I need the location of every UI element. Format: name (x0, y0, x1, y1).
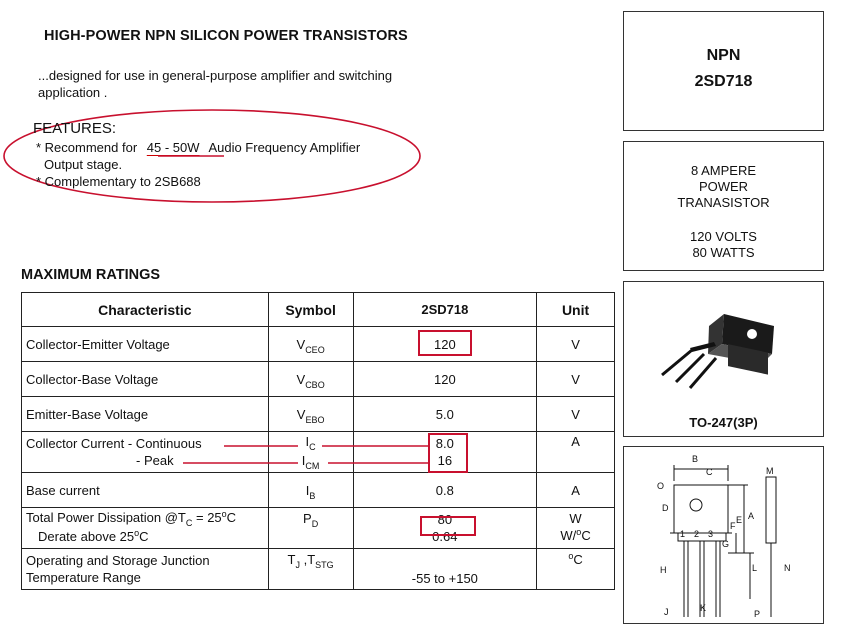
row-unit: V (537, 362, 615, 397)
header-part: 2SD718 (353, 293, 537, 327)
row-characteristic: Collector-Emitter Voltage (22, 327, 269, 362)
header-unit: Unit (537, 293, 615, 327)
row-characteristic: Collector Current - Continuous - Peak (22, 432, 269, 473)
package-name: TO-247(3P) (689, 415, 758, 430)
feature-1-suffix: Audio Frequency Amplifier (208, 140, 361, 155)
row-characteristic: Total Power Dissipation $@T_C = 25^oC$ Derate above 25$^o$C (22, 508, 269, 549)
row-unit: A (537, 473, 615, 508)
rating-line: POWER (698, 179, 749, 194)
dim-label: 3 (708, 529, 714, 539)
rating-summary-box (623, 141, 824, 271)
feature-1-power-range: 45 - 50W (146, 140, 200, 155)
dim-label: P (754, 609, 761, 619)
row-characteristic: Base current (22, 473, 269, 508)
row-unit: V (537, 327, 615, 362)
dim-label: M (766, 466, 774, 476)
row-unit: A (537, 432, 615, 473)
row-symbol: $V_{CBO}$ (268, 362, 353, 397)
dim-label: A (748, 511, 755, 521)
description-line-2: application . (38, 85, 108, 100)
dim-label: G (722, 539, 730, 549)
rating-line: TRANASISTOR (677, 195, 770, 210)
max-ratings-heading: MAXIMUM RATINGS (21, 267, 161, 283)
feature-1-line-2: Output stage. (44, 157, 123, 172)
row-unit: $^o$C (537, 549, 615, 590)
description-line-1: ...designed for use in general-purpose amplifier and switching (38, 68, 393, 83)
dim-label: 1 (680, 529, 686, 539)
row-value: 5.0 (353, 397, 537, 432)
row-value: 0.8 (353, 473, 537, 508)
dim-label: B (692, 454, 699, 464)
row-symbol: $V_{EBO}$ (268, 397, 353, 432)
rating-line: 8 AMPERE (690, 163, 757, 178)
row-unit: W W/$^o$C (537, 508, 615, 549)
header-symbol: Symbol (268, 293, 353, 327)
row-value: 120 (353, 362, 537, 397)
dim-label: L (752, 563, 758, 573)
dim-label: H (660, 565, 667, 575)
rating-line: 120 VOLTS (690, 229, 757, 244)
part-number: 2SD718 (694, 73, 753, 90)
dimension-drawing (624, 447, 823, 623)
row-symbol: $V_{CEO}$ (268, 327, 353, 362)
part-info-box (623, 11, 824, 131)
row-symbol: $T_J$ $,T_{STG}$ (268, 549, 353, 590)
row-symbol: $I_B$ (268, 473, 353, 508)
dim-label: D (662, 503, 669, 513)
dim-label: F (730, 521, 736, 531)
row-characteristic: Collector-Base Voltage (22, 362, 269, 397)
row-characteristic: Operating and Storage Junction Temperature Range (22, 549, 269, 590)
feature-1-prefix: * Recommend for (36, 140, 138, 155)
row-symbol: $I_C$ $I_{CM}$ (268, 432, 353, 473)
dim-label: K (700, 603, 707, 613)
package-box (623, 281, 824, 437)
dim-label: O (657, 481, 665, 491)
row-symbol: $P_D$ (268, 508, 353, 549)
dim-label: C (706, 467, 713, 477)
dim-label: J (664, 607, 669, 617)
row-characteristic: Emitter-Base Voltage (22, 397, 269, 432)
dim-label: 2 (694, 529, 700, 539)
transistor-package-image (624, 282, 823, 407)
feature-2: * Complementary to 2SB688 (36, 174, 201, 189)
dim-label: E (736, 515, 743, 525)
dim-label: N (784, 563, 791, 573)
row-value: -55 to +150 (353, 549, 537, 590)
document-title: HIGH-POWER NPN SILICON POWER TRANSISTORS (44, 28, 408, 44)
row-value: 8.0 16 (353, 432, 537, 473)
row-value: 80 0.64 (353, 508, 537, 549)
rating-line: 80 WATTS (692, 245, 755, 260)
transistor-type: NPN (706, 47, 741, 64)
row-unit: V (537, 397, 615, 432)
header-characteristic: Characteristic (22, 293, 269, 327)
features-heading: FEATURES: (33, 120, 117, 137)
row-value: 120 (353, 327, 537, 362)
dimension-drawing-box (623, 446, 824, 624)
